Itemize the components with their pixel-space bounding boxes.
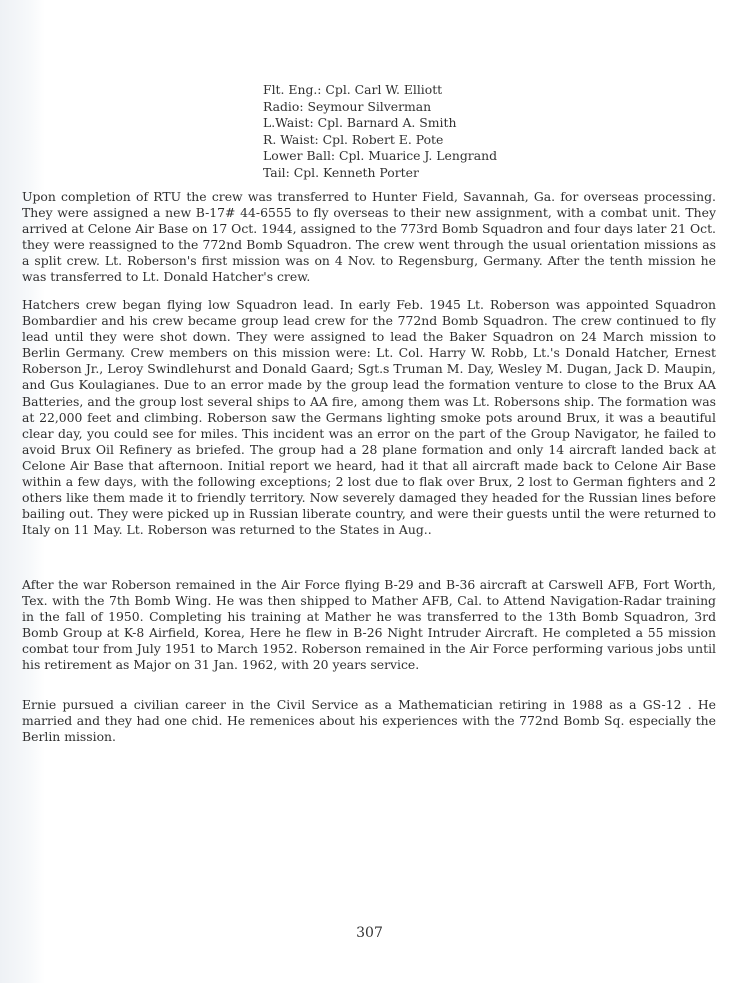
crew-member-flight-engineer: Flt. Eng.: Cpl. Carl W. Elliott: [263, 82, 443, 97]
crew-member-right-waist: R. Waist: Cpl. Robert E. Pote: [263, 131, 444, 147]
page-number: 307: [356, 925, 383, 941]
paragraph-civilian-career: Ernie pursued a civilian career in the Civil Service as a Mathematician retiring in 1988 as a GS-12 . He married and they had one chid. He remenices about his experiences with the 772nd Bomb Sq. especially the Berlin mission.: [22, 697, 716, 745]
paragraph-rtu-transfer: Upon completion of RTU the crew was transferred to Hunter Field, Savannah, Ga. for overseas processing. They were assigned a new B-17# 44-6555 to fly overseas to their new assignment, with a combat unit. They arrived at Celone Air Base on 17 Oct. 1944, assigned to the 773rd Bomb Squadron and four days later 21 Oct. they were reassigned to the 772nd Bomb Squadron. The crew went through the usual orientation missions as a split crew. Lt. Roberson's first mission was on 4 Nov. to Regensburg, Germany. After the tenth mission he was transferred to Lt. Donald Hatcher's crew.: [22, 189, 716, 285]
crew-member-left-waist: L.Waist: Cpl. Barnard A. Smith: [263, 115, 457, 131]
paragraph-postwar-career: After the war Roberson remained in the Air Force flying B-29 and B-36 aircraft at Carswell AFB, Fort Worth, Tex. with the 7th Bomb Wing. He was then shipped to Mather AFB, Cal. to Attend Navigation-Radar training in the fall of 1950. Completing his training at Mather he was transferred to the 13th Bomb Squadron, 3rd Bomb Group at K-8 Airfield, Korea, Here he flew in B-26 Night Intruder Aircraft. He completed a 55 mission combat tour from July 1951 to March 1952. Roberson remained in the Air Force performing various jobs until his retirement as Major on 31 Jan. 1962, with 20 years service.: [22, 577, 716, 673]
crew-member-radio: Radio: Seymour Silverman: [263, 98, 432, 114]
crew-list: [263, 82, 563, 182]
crew-member-tail: Tail: Cpl. Kenneth Porter: [263, 164, 419, 180]
paragraph-hatcher-crew-berlin-mission: Hatchers crew began flying low Squadron lead. In early Feb. 1945 Lt. Roberson was appointed Squadron Bombardier and his crew became group lead crew for the 772nd Bomb Squadron. The crew continued to fly lead until they were shot down. They were assigned to lead the Baker Squadron on 24 March mission to Berlin Germany. Crew members on this mission were: Lt. Col. Harry W. Robb, Lt.'s Donald Hatcher, Ernest Roberson Jr., Leroy Swindlehurst and Donald Gaard; Sgt.s Truman M. Day, Wesley M. Dugan, Jack D. Maupin, and Gus Koulagianes. Due to an error made by the group lead the formation venture to close to the Brux AA Batteries, and the group lost several ships to AA fire, among them was Lt. Robersons ship. The formation was at 22,000 feet and climbing. Roberson saw the Germans lighting smoke pots around Brux, it was a beautiful clear day, you could see for miles. This incident was an error on the part of the Group Navigator, he failed to avoid Brux Oil Refinery as briefed. The group had a 28 plane formation and only 14 aircraft landed back at Celone Air Base that afternoon. Initial report we heard, had it that all aircraft made back to Celone Air Base within a few days, with the following exceptions; 2 lost due to flak over Brux, 2 lost to German fighters and 2 others like them made it to friendly territory. Now severely damaged they headed for the Russian lines before bailing out. They were picked up in Russian liberate country, and were their guests until the were returned to Italy on 11 May. Lt. Roberson was returned to the States in Aug..: [22, 297, 716, 538]
crew-member-lower-ball: Lower Ball: Cpl. Muarice J. Lengrand: [263, 148, 497, 164]
